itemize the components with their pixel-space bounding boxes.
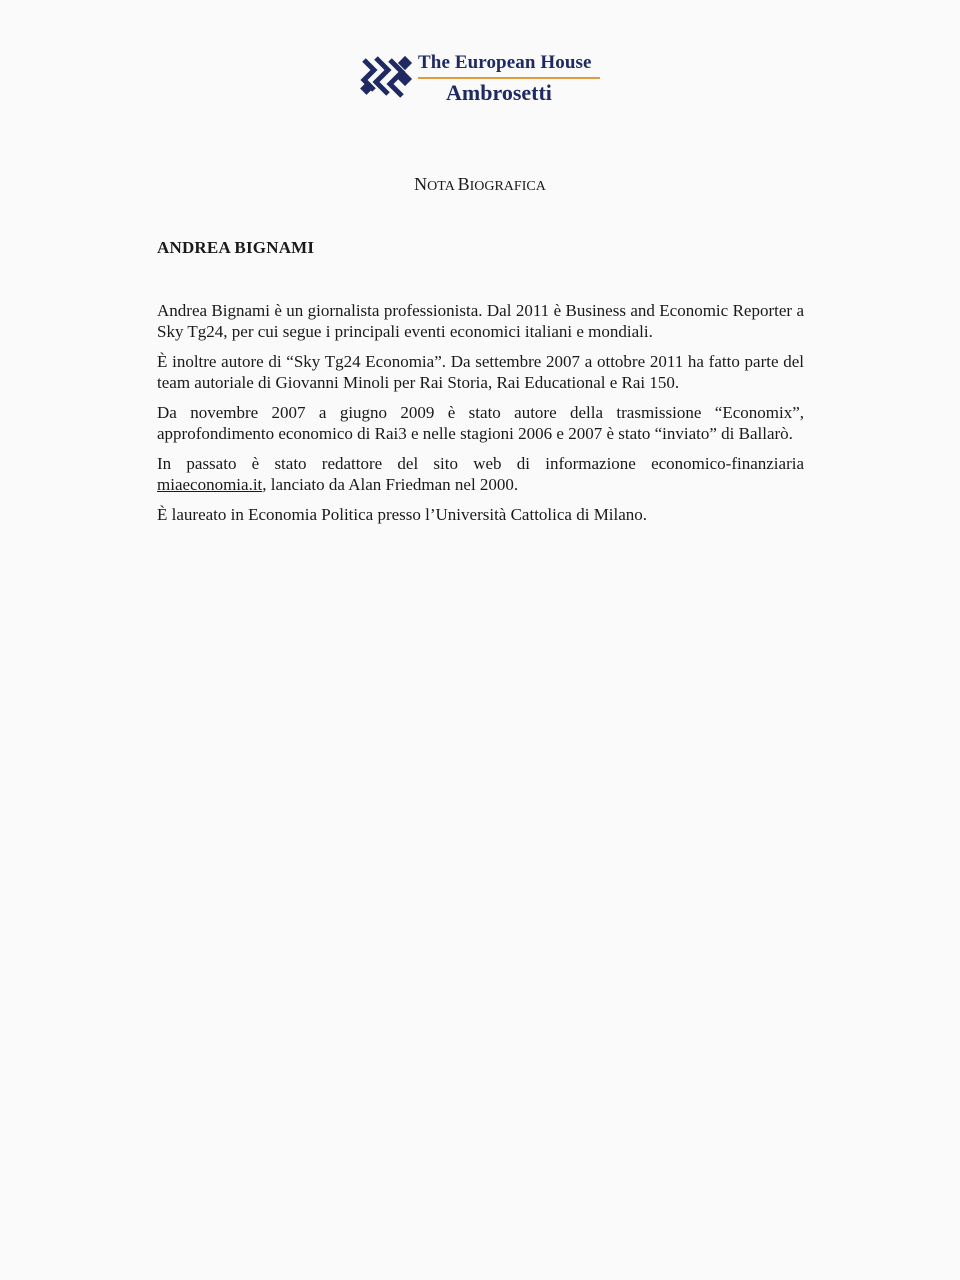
title-initial-n: N (414, 174, 428, 194)
page-title (0, 174, 960, 195)
paragraph-4-text-before: In passato è stato redattore del sito web di informazione economico-finanziaria (157, 454, 804, 473)
biography-paragraph-1: Andrea Bignami è un giornalista professionista. Dal 2011 è Business and Economic Reporter a Sky Tg24, per cui segue i principali eventi economici italiani e mondiali. (157, 301, 804, 341)
title-rest-ota: OTA (427, 179, 458, 194)
ambrosetti-logo-icon (360, 54, 414, 100)
company-logo (360, 52, 610, 104)
biography-paragraph-3: Da novembre 2007 a giugno 2009 è stato autore della trasmissione “Economix”, approfondimento economico di Rai3 e nelle stagioni 2006 e 2007 è stato “inviato” di Ballarò. (157, 403, 804, 443)
biography-body (157, 300, 804, 534)
logo-text-line1: The European House (418, 52, 592, 73)
person-name-heading: ANDREA BIGNAMI (157, 238, 315, 257)
title-rest-iografica: IOGRAFICA (469, 179, 546, 194)
miaeconomia-link[interactable]: miaeconomia.it (157, 475, 263, 494)
biography-paragraph-5: È laureato in Economia Politica presso l’Università Cattolica di Milano. (157, 505, 648, 524)
paragraph-4-text-after: , lanciato da Alan Friedman nel 2000. (262, 475, 519, 494)
title-initial-b: B (457, 174, 470, 194)
biography-paragraph-4 (157, 453, 804, 495)
biography-paragraph-2: È inoltre autore di “Sky Tg24 Economia”. Da settembre 2007 a ottobre 2011 ha fatto parte del team autoriale di Giovanni Minoli per Rai Storia, Rai Educational e Rai 150. (157, 352, 804, 392)
logo-divider (418, 77, 600, 79)
logo-text-line2: Ambrosetti (446, 80, 552, 105)
